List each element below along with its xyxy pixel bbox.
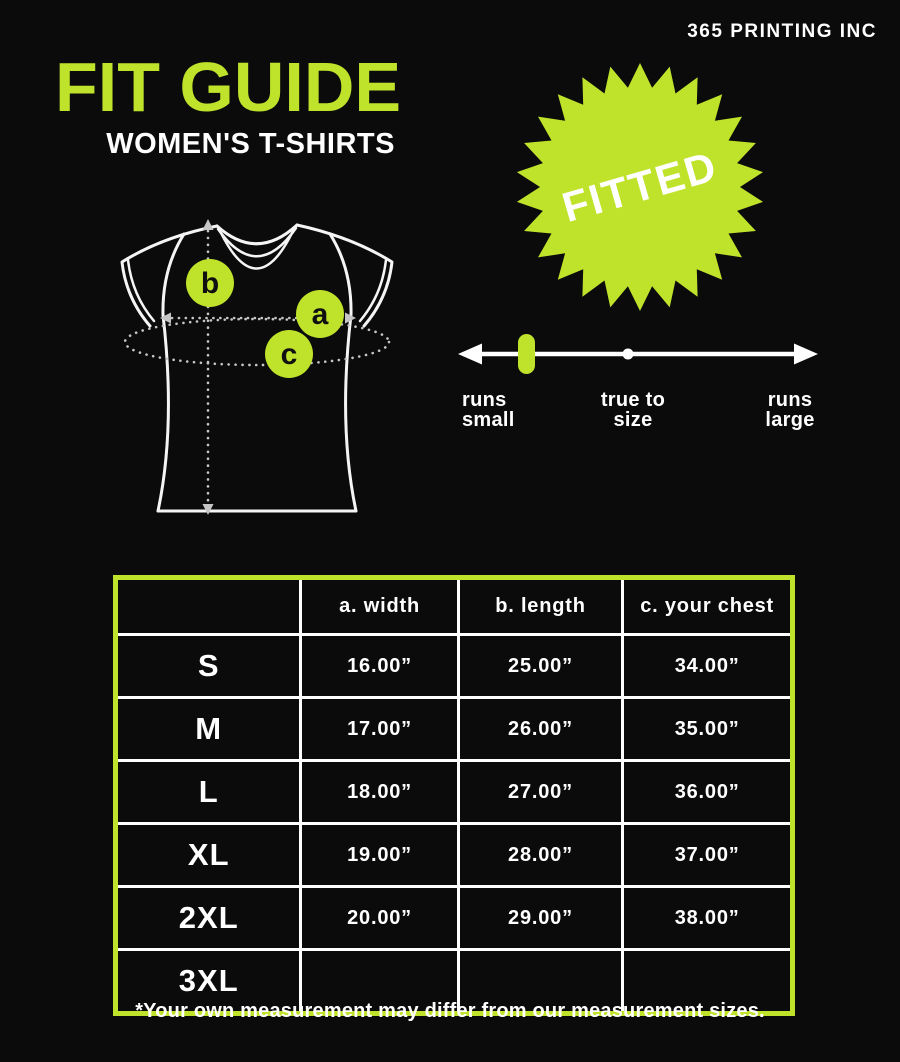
header	[55, 48, 402, 161]
tshirt-outline	[122, 225, 392, 511]
chest-value: 35.00”	[621, 699, 790, 759]
fit-scale-arrow-right	[794, 344, 818, 365]
chest-value: 34.00”	[621, 636, 790, 696]
table-row-xl	[118, 822, 790, 885]
header-cell-width: a. width	[299, 580, 456, 633]
width-value: 20.00”	[299, 888, 456, 948]
size-label: 3XL	[178, 963, 239, 998]
marker-b-label: b	[200, 267, 220, 300]
table-row-l	[118, 759, 790, 822]
fit-scale-marker	[518, 334, 535, 374]
fit-scale-label-true-to-size	[560, 390, 706, 431]
length-value: 25.00”	[457, 636, 622, 696]
marker-a-label: a	[311, 298, 329, 331]
label-line: large	[765, 409, 815, 432]
label-line: small	[462, 409, 515, 432]
table-header-row	[118, 580, 790, 633]
brand-name: 365 PRINTING INC	[687, 21, 877, 42]
body-right	[330, 234, 356, 511]
width-value: 16.00”	[299, 636, 456, 696]
measure-arrowheads	[160, 219, 356, 515]
marker-c-label: c	[280, 338, 298, 371]
page-title: FIT GUIDE	[55, 48, 402, 126]
size-table	[113, 575, 795, 1016]
chest-value: 37.00”	[621, 825, 790, 885]
header-cell-size	[118, 580, 299, 633]
size-label: S	[197, 648, 220, 683]
fit-scale-label-runs-large	[729, 390, 851, 431]
fit-scale-center-dot	[623, 349, 634, 360]
page-subtitle: WOMEN'S T-SHIRTS	[106, 128, 395, 160]
size-label: 2XL	[178, 900, 239, 935]
width-value: 17.00”	[299, 699, 456, 759]
body-left	[158, 234, 184, 511]
chest-value: 36.00”	[621, 762, 790, 822]
footnote: *Your own measurement may differ from our measurement sizes.	[135, 1000, 765, 1022]
table-row-m	[118, 696, 790, 759]
fit-scale-label-runs-small	[462, 390, 515, 431]
label-line: runs	[462, 389, 507, 411]
length-value: 29.00”	[457, 888, 622, 948]
size-label: L	[198, 774, 219, 809]
width-value: 19.00”	[299, 825, 456, 885]
arrow-up	[203, 219, 214, 230]
length-value: 28.00”	[457, 825, 622, 885]
tshirt-diagram	[100, 205, 410, 525]
fit-scale-arrow-left	[458, 344, 482, 365]
header-cell-length: b. length	[457, 580, 622, 633]
header-cell-chest: c. your chest	[621, 580, 790, 633]
length-value: 27.00”	[457, 762, 622, 822]
size-label: M	[195, 711, 223, 746]
width-value: 18.00”	[299, 762, 456, 822]
table-row-s	[118, 633, 790, 696]
fit-scale	[457, 333, 819, 375]
fitted-badge-label: FITTED	[556, 142, 723, 232]
collar-line	[218, 228, 296, 256]
label-line: true to	[600, 389, 666, 411]
length-value: 26.00”	[457, 699, 622, 759]
label-line: runs	[767, 389, 813, 411]
size-label: XL	[187, 837, 230, 872]
label-line: size	[613, 409, 653, 432]
chest-value: 38.00”	[621, 888, 790, 948]
table-row-2xl	[118, 885, 790, 948]
